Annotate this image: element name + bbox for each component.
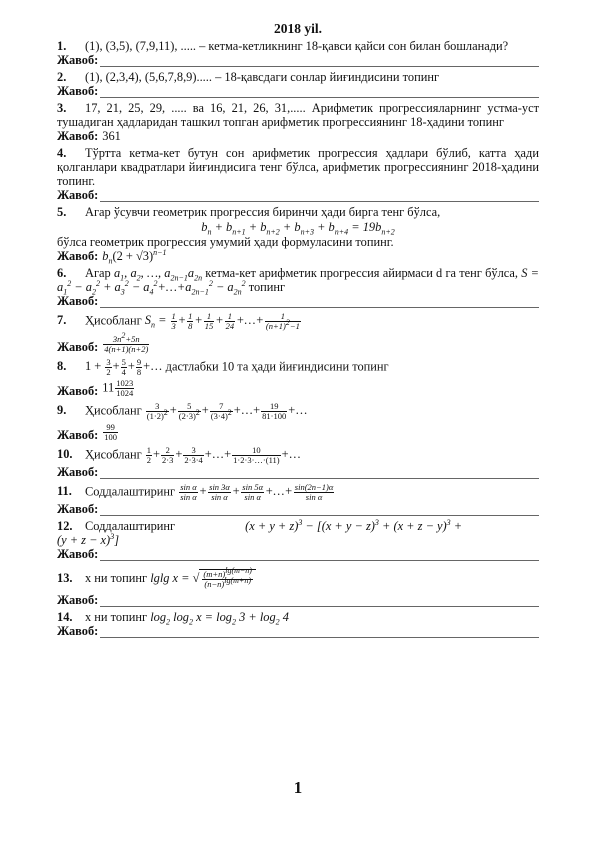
question-11 [57,483,539,502]
formula: 1 + $\frac{3}{2}$ + $\frac{5}{4}$ + $\frac{9}{8}$ +… [85,357,163,377]
formula: $S = a_1^2 - a_2^2 + a_3^2$ − $a_4^2+\dots+a_{2n-1}^2 - a_{2n}^2$ [57,266,539,297]
question-text: (1), (3,5), (7,9,11), ..... – кетма-кетликнинг 18-қавси қайси сон билан бошланади? [85,39,509,53]
answer-line[interactable] [100,87,539,98]
question-number: 5. [57,205,67,219]
question-text: Тўртта кетма-кет бутун сон арифметик прогрессия ҳадлари бўлиб, катта ҳади қолганлари квадратлари йиғиндисига тенг бўлса, арифметик прогрессиянинг 2018-ҳадини топинг. [57,146,539,188]
question-5 [57,205,539,219]
answer-10 [57,465,539,479]
answer-label: Жавоб: [57,294,99,308]
answer-label: Жавоб: [57,340,99,354]
answer-2 [57,84,539,98]
answer-label: Жавоб: [57,84,99,98]
page-number: 1 [293,778,303,797]
answer-label: Жавоб: [57,502,99,516]
question-text: Агар [85,266,111,280]
formula: $b_n + b_{n+1} + b_{n+2} + b_{n+3} + b_{n+4} = 19b_{n+2}$ [201,220,395,237]
formula-cont: $(y + z - x)^3$] [57,531,120,547]
answer-line[interactable] [100,627,539,638]
question-number: 6. [57,266,67,280]
answer-13 [57,593,539,607]
answer-3 [57,129,539,143]
answer-value: $\frac{99}{100}$ [104,422,118,442]
question-number: 2. [57,70,67,84]
answer-8 [57,379,539,398]
answer-7 [57,331,539,354]
question-6 [57,266,539,297]
question-1 [57,39,539,53]
answer-line[interactable] [100,596,539,607]
question-14 [57,610,539,627]
question-text: Ҳисобланг [85,403,142,418]
answer-9 [57,423,539,442]
answer-1 [57,53,539,67]
answer-label: Жавоб: [57,428,99,442]
question-10 [57,446,539,465]
question-2 [57,70,539,84]
formula: $\frac{3}{(1\cdot 2)^2}$ + $\frac{5}{(2\cdot 3)^2}$ + $\frac{7}{(3\cdot 4)^2}$ +…+ $\frac{19}{81\cdot 100}$ +… [146,401,308,421]
question-number: 10. [57,447,73,462]
answer-formula: $b_n(2 + √3)^{n-1}$ [102,247,167,266]
answer-label: Жавоб: [57,624,99,638]
answer-line[interactable] [100,550,539,561]
question-number: 12. [57,519,73,533]
question-number: 7. [57,313,67,328]
answer-6 [57,294,539,308]
answer-12 [57,547,539,561]
answer-label: Жавоб: [57,465,99,479]
answer-value: 361 [102,129,121,143]
question-13 [57,566,539,589]
question-number: 3. [57,101,67,115]
answer-11 [57,502,539,516]
formula: $S_n$ = $\frac{1}{3}$ + $\frac{1}{8}$ + $\frac{1}{15}$ + $\frac{1}{24}$ +…+ $\frac{1}{(n+1)^2-1}$ [144,311,300,331]
question-text: 17, 21, 25, 29, ..... ва 16, 21, 26, 31,..... Арифметик прогрессияларнинг устма-уст тушадиган ҳадларидан ташкил топган арифметик прогрессиянинг 18-ҳадини топинг [57,101,539,129]
question-number: 1. [57,39,67,53]
answer-line[interactable] [100,468,539,479]
formula: $\frac{\text{sin α}}{\text{sin α}}$ + $\frac{\sin 3\alpha}{\text{sin α}}$ + $\frac{\sin 5\alpha}{\text{sin α}}$ +…+ $\frac{\sin(2n-1)\alpha}{\text{sin α}}$ [180,482,334,502]
question-text: х ни топинг [85,610,148,624]
question-text-cont: бўлса геометрик прогрессия умумий ҳади формуласини топинг. [57,235,394,249]
question-3 [57,101,539,129]
question-number: 13. [57,570,73,585]
answer-5 [57,247,539,266]
question-text: Соддалаштиринг [85,519,176,533]
answer-label: Жавоб: [57,249,99,263]
question-number: 9. [57,403,67,418]
question-text: Агар ўсувчи геометрик прогрессия биринчи ҳади бирга тенг бўлса, [85,205,441,219]
answer-line[interactable] [100,297,539,308]
question-number: 14. [57,610,73,624]
formula: $\log_2 \log_2 x = \log_2 3 + \log_2 4$ [150,610,289,627]
question-text: х ни топинг [85,570,148,585]
question-8 [57,358,539,377]
formula: $\frac{1}{2}$ + $\frac{2}{2\cdot 3}$ + $\frac{3}{2\cdot 3\cdot 4}$ +…+ $\frac{10}{1\cdot 2\cdot 3\cdot\dots\cdot(11)}$ +… [146,445,301,465]
question-text: кетма-кет арифметик прогрессия айирмаси d га тенг бўлса, [205,266,518,280]
answer-4 [57,188,539,202]
answer-label: Жавоб: [57,547,99,561]
formula: lglg x = √ $\frac{(m+n)^{lg(m-n)}}{(n-n)^{lg(m+n)}}$ [150,571,256,585]
question-7 [57,312,539,331]
answer-formula: $\frac{3n^2+5n}{4(n+1)(n+2)}$ [104,331,149,354]
question-9 [57,402,539,421]
question-text: (1), (2,3,4), (5,6,7,8,9)..... – 18-қавсдаги сонлар йиғиндисини топинг [85,70,440,84]
question-12 [57,519,539,533]
answer-label: Жавоб: [57,593,99,607]
formula: $(x + y + z)^3 - [(x + y - z)^3 + (x + z - y)^3$ + [245,517,463,533]
question-number: 8. [57,359,67,374]
page-title: 2018 yil. [273,21,322,36]
answer-label: Жавоб: [57,188,99,202]
question-text: Ҳисобланг [85,447,142,462]
formula: $a_1$, $a_2$, …, $a_{2n-1}a_{2n}$ [113,266,203,283]
question-number: 4. [57,146,67,160]
worksheet [57,22,539,641]
answer-label: Жавоб: [57,384,99,398]
answer-line[interactable] [100,505,539,516]
question-4 [57,146,539,188]
answer-label: Жавоб: [57,53,99,67]
answer-line[interactable] [100,56,539,67]
question-text: дастлабки 10 та ҳади йиғиндисини топинг [165,359,389,374]
question-text: топинг [248,280,286,294]
question-text: Соддалаштиринг [85,484,176,499]
question-number: 11. [57,484,72,499]
answer-value: 11 $\frac{1023}{1024}$ [102,378,134,398]
answer-label: Жавоб: [57,129,99,143]
question-text: Ҳисобланг [85,313,142,328]
answer-14 [57,624,539,638]
answer-line[interactable] [100,191,539,202]
